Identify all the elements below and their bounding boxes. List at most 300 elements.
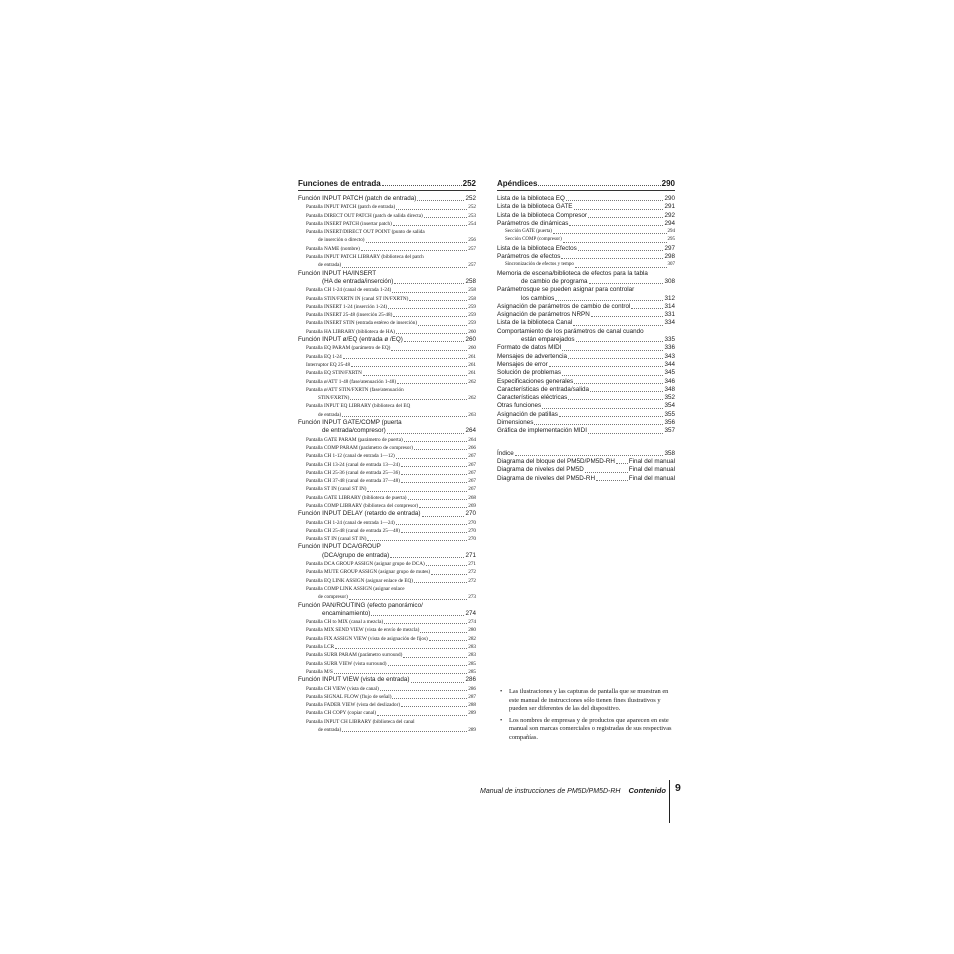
dot-leader	[414, 449, 467, 450]
toc-subentry[interactable]	[298, 618, 476, 626]
entry-title: Memoria de escena/biblioteca de efectos para la tabla	[497, 269, 648, 277]
toc-entry[interactable]	[298, 195, 476, 203]
toc-subentry[interactable]	[298, 519, 476, 527]
entry-title: Asignación de patillas	[497, 410, 558, 418]
dot-leader	[387, 433, 465, 434]
dot-leader	[596, 480, 628, 481]
entry-page: 267	[468, 478, 476, 485]
toc-subentry[interactable]	[298, 311, 476, 319]
toc-entry[interactable]	[497, 361, 675, 369]
entry-page: 260	[468, 328, 476, 335]
toc-entry[interactable]	[497, 303, 675, 311]
toc-subentry[interactable]	[298, 295, 476, 303]
section-title: Funciones de entrada	[298, 179, 381, 188]
toc-subentry[interactable]	[298, 261, 476, 269]
dot-leader	[411, 682, 465, 683]
toc-subentry[interactable]	[298, 651, 476, 659]
dot-leader	[422, 516, 465, 517]
toc-subentry[interactable]	[298, 236, 476, 244]
dot-leader	[350, 399, 467, 400]
bullet-icon: •	[500, 716, 503, 724]
manual-title: Manual de instrucciones de PM5D/PM5D-RH	[480, 788, 621, 795]
toc-entry[interactable]	[497, 270, 675, 278]
dot-leader	[578, 250, 664, 251]
dot-leader	[562, 350, 663, 351]
entry-title: Pantalla CH 1-12 (canal de entrada 1—12)	[306, 453, 395, 460]
dot-leader	[542, 408, 663, 409]
toc-entry[interactable]	[497, 427, 675, 435]
dot-leader	[393, 316, 467, 317]
dot-leader	[393, 225, 467, 226]
entry-title: Pantalla COMP LINK ASSIGN (asignar enlace	[306, 585, 405, 592]
entry-page: 259	[468, 320, 476, 327]
entry-title: STIN/FXRTN)	[318, 395, 350, 402]
toc-entry-list	[298, 195, 476, 734]
entry-title: Pantalla STIN/FXRTN IN (canal ST IN/FXRTN)	[306, 295, 409, 302]
toc-entry[interactable]	[497, 344, 675, 352]
entry-page: 298	[664, 253, 675, 261]
toc-entry[interactable]	[497, 311, 675, 319]
toc-subentry[interactable]	[298, 593, 476, 601]
toc-subentry[interactable]	[298, 344, 476, 352]
entry-title: Otras funciones	[497, 402, 542, 410]
toc-subentry[interactable]	[298, 502, 476, 510]
entry-page: Final del manual	[628, 466, 675, 474]
toc-subentry[interactable]	[298, 626, 476, 634]
entry-page: 286	[465, 676, 476, 684]
entry-page: Final del manual	[628, 474, 675, 482]
toc-entry[interactable]	[497, 378, 675, 386]
toc-subentry[interactable]	[298, 568, 476, 576]
dot-leader	[409, 300, 467, 301]
entry-title: Pantalla CH 25-36 (canal de entrada 25—36)	[306, 469, 400, 476]
toc-entry[interactable]	[497, 386, 675, 394]
entry-page: 262	[468, 378, 476, 385]
entry-page: 257	[468, 262, 476, 269]
notes-block	[500, 688, 676, 746]
entry-title: Mensajes de error	[497, 360, 548, 368]
toc-section-heading[interactable]	[497, 178, 675, 191]
entry-page: 253	[468, 212, 476, 219]
toc-spacer	[497, 436, 675, 450]
toc-entry[interactable]	[497, 458, 675, 466]
entry-page: 267	[468, 461, 476, 468]
dot-leader	[562, 375, 663, 376]
toc-subentry[interactable]	[298, 577, 476, 585]
dot-leader	[342, 416, 467, 417]
toc-entry[interactable]	[298, 543, 476, 551]
entry-title: Asignación de parámetros NRPN	[497, 311, 590, 319]
toc-subentry[interactable]	[298, 452, 476, 460]
entry-page: 283	[468, 644, 476, 651]
dot-leader	[424, 217, 467, 218]
entry-page: 263	[468, 411, 476, 418]
entry-page: 280	[468, 627, 476, 634]
entry-title: (HA de entrada/inserción)	[322, 277, 394, 285]
dot-leader	[377, 715, 467, 716]
toc-entry[interactable]	[497, 286, 675, 294]
entry-page: 260	[468, 345, 476, 352]
dot-leader	[408, 499, 468, 500]
entry-page: 358	[664, 449, 675, 457]
dot-leader	[380, 690, 467, 691]
dot-leader	[566, 200, 664, 201]
entry-title: Pantalla FADER VIEW (vista del deslizador)	[306, 702, 401, 709]
entry-page: 294	[667, 229, 675, 235]
footer-divider	[669, 780, 670, 823]
entry-page: 267	[468, 453, 476, 460]
entry-title: Función INPUT ø/EQ (entrada ø /EQ)	[298, 336, 403, 344]
dot-leader	[342, 731, 467, 732]
toc-subentry[interactable]	[298, 668, 476, 676]
toc-subentry[interactable]	[298, 485, 476, 493]
dot-leader	[549, 366, 664, 367]
dot-leader	[576, 341, 664, 342]
entry-title: Pantalla COMP PARAM (parámetro de compresor)	[306, 444, 413, 451]
toc-subentry[interactable]	[298, 411, 476, 419]
toc-subentry[interactable]	[298, 253, 476, 261]
toc-subentry[interactable]	[298, 353, 476, 361]
entry-page: 354	[664, 402, 675, 410]
dot-leader	[589, 283, 664, 284]
toc-subentry[interactable]	[298, 286, 476, 294]
toc-subentry[interactable]	[298, 477, 476, 485]
entry-page: 274	[465, 609, 476, 617]
entry-page: 282	[468, 635, 476, 642]
entry-page: 273	[468, 594, 476, 601]
entry-title: Pantalla M/S	[306, 668, 333, 675]
dot-leader	[388, 308, 467, 309]
toc-entry[interactable]	[298, 278, 476, 286]
toc-section-heading[interactable]	[298, 178, 476, 191]
entry-page: 291	[664, 203, 675, 211]
entry-title: de entrada)	[318, 727, 342, 733]
entry-title: de inserción o directo)	[318, 237, 365, 244]
entry-page: 261	[468, 361, 476, 368]
toc-subentry[interactable]	[497, 261, 675, 269]
entry-title: Pantalla CH VIEW (vista de canal)	[306, 685, 379, 692]
entry-page: 258	[465, 277, 476, 285]
entry-page: 295	[667, 237, 675, 243]
dot-leader	[382, 185, 462, 186]
toc-subentry[interactable]	[298, 693, 476, 701]
toc-entry[interactable]	[497, 353, 675, 361]
entry-page: 357	[664, 427, 675, 435]
dot-leader	[574, 209, 664, 210]
entry-title: Pantalla EQ LINK ASSIGN (asignar enlace de EQ)	[306, 577, 414, 584]
entry-title: Sincronización de efectos y tempo	[505, 262, 574, 268]
entry-title: Pantalla CH 1-24 (canal de entrada 1—24)	[306, 519, 395, 526]
entry-title: Índice	[497, 449, 514, 457]
entry-title: Pantalla INPUT CH LIBRARY (biblioteca del canal	[306, 718, 415, 725]
entry-page: 287	[468, 693, 476, 700]
entry-page: 344	[664, 360, 675, 368]
note-item	[500, 717, 676, 743]
toc-subentry[interactable]	[298, 527, 476, 535]
entry-title: Diagrama del bloque del PM5D/PM5D-RH	[497, 457, 615, 465]
toc-subentry[interactable]	[298, 535, 476, 543]
entry-title: Pantalla GATE LIBRARY (biblioteca de puerta)	[306, 494, 407, 501]
dot-leader	[351, 366, 467, 367]
dot-leader	[515, 455, 664, 456]
entry-page: 288	[468, 702, 476, 709]
page-footer	[460, 786, 666, 795]
dot-leader	[555, 300, 663, 301]
dot-leader	[563, 242, 667, 243]
toc-entry[interactable]	[497, 402, 675, 410]
entry-title: Lista de la biblioteca Canal	[497, 319, 573, 327]
entry-page: 290	[664, 195, 675, 202]
dot-leader	[588, 433, 664, 434]
entry-page: 343	[664, 352, 675, 360]
entry-title: Pantalla ø/ATT 1-48 (fase/atenuación 1-48)	[306, 378, 397, 385]
entry-page: 252	[465, 195, 476, 202]
toc-subentry[interactable]	[497, 228, 675, 236]
toc-subentry[interactable]	[298, 220, 476, 228]
toc-entry[interactable]	[497, 394, 675, 402]
toc-subentry[interactable]	[298, 444, 476, 452]
dot-leader	[574, 383, 663, 384]
toc-subentry[interactable]	[298, 469, 476, 477]
toc-subentry[interactable]	[298, 328, 476, 336]
entry-title: Pantalla CH to MIX (canal a mezcla)	[306, 619, 384, 626]
toc-subentry[interactable]	[298, 245, 476, 253]
entry-page: 258	[468, 295, 476, 302]
toc-entry[interactable]	[298, 676, 476, 684]
entry-title: Formato de datos MIDI	[497, 344, 562, 352]
toc-left-column	[298, 178, 476, 734]
toc-subentry[interactable]	[298, 436, 476, 444]
entry-page: 266	[468, 444, 476, 451]
entry-page: 334	[664, 319, 675, 327]
entry-title: Especificaciones generales	[497, 377, 574, 385]
toc-entry[interactable]	[497, 212, 675, 220]
entry-title: Pantalla INPUT PATCH (patch de entrada)	[306, 204, 396, 211]
entry-title: Pantalla CH 25-48 (canal de entrada 25—48)	[306, 527, 400, 534]
entry-title: Función INPUT VIEW (vista de entrada)	[298, 676, 410, 684]
entry-title: (DCA/grupo de entrada)	[322, 551, 390, 559]
entry-page: 312	[664, 294, 675, 302]
entry-title: Asignación de parámetros de cambio de control	[497, 302, 631, 310]
entry-page: 267	[468, 486, 476, 493]
toc-subentry[interactable]	[298, 718, 476, 726]
entry-title: Diagrama de niveles del PM5D	[497, 466, 584, 474]
note-text: Las ilustraciones y las capturas de pantalla que se muestran en este manual de instrucciones sólo tienen fines ilustrativos y pueden ser diferentes de las del dispositivo.	[509, 688, 669, 713]
toc-entry[interactable]	[497, 253, 675, 261]
entry-page: 356	[664, 419, 675, 427]
toc-subentry[interactable]	[298, 726, 476, 734]
entry-page: 262	[468, 395, 476, 402]
entry-page: 335	[664, 336, 675, 344]
entry-title: Pantalla INSERT 1-24 (inserción 1-24)	[306, 303, 388, 310]
entry-page: 259	[468, 312, 476, 319]
entry-page: 292	[664, 211, 675, 219]
entry-page: 261	[468, 353, 476, 360]
toc-subentry[interactable]	[298, 386, 476, 394]
dot-leader	[569, 225, 663, 226]
entry-title: Pantalla ST IN (canal ST IN)	[306, 486, 367, 493]
entry-page: 260	[465, 336, 476, 344]
dot-leader	[363, 375, 467, 376]
entry-title: Comportamiento de los parámetros de canal cuando	[497, 327, 644, 335]
dot-leader	[371, 615, 464, 616]
entry-title: Función INPUT DCA/GROUP	[298, 543, 381, 551]
entry-title: Pantalla LCR	[306, 644, 335, 651]
dot-leader	[553, 233, 667, 234]
toc-entry[interactable]	[298, 270, 476, 278]
entry-title: Pantalla INSERT/DIRECT OUT POINT (punto de salida	[306, 229, 425, 236]
entry-title: Función INPUT HA/INSERT	[298, 269, 377, 277]
entry-title: Sección COMP (compresor)	[505, 237, 562, 243]
dot-leader	[396, 524, 467, 525]
toc-subentry[interactable]	[298, 560, 476, 568]
entry-title: Pantalla EQ 1-24	[306, 353, 342, 360]
toc-subentry[interactable]	[298, 228, 476, 236]
dot-leader	[401, 706, 467, 707]
dot-leader	[573, 325, 663, 326]
dot-leader	[590, 391, 663, 392]
entry-page: 336	[664, 344, 675, 352]
entry-title: Pantalla ST IN (canal ST IN)	[306, 536, 367, 543]
dot-leader	[401, 482, 467, 483]
entry-page: 285	[468, 668, 476, 675]
dot-leader	[426, 565, 468, 566]
entry-page: 274	[468, 619, 476, 626]
toc-entry[interactable]	[497, 328, 675, 336]
entry-page: 261	[468, 370, 476, 377]
dot-leader	[561, 258, 663, 259]
toc-subentry[interactable]	[298, 685, 476, 693]
toc-subentry[interactable]	[298, 701, 476, 709]
entry-page: 283	[468, 652, 476, 659]
entry-title: Pantalla INPUT EQ LIBRARY (biblioteca del EQ	[306, 403, 411, 410]
entry-page: 271	[468, 561, 476, 568]
toc-subentry[interactable]	[497, 236, 675, 244]
toc-entry[interactable]	[298, 610, 476, 618]
entry-title: Pantalla INPUT PATCH LIBRARY (biblioteca del patch	[306, 254, 424, 261]
entry-page: 264	[465, 427, 476, 435]
toc-entry[interactable]	[497, 419, 675, 427]
dot-leader	[404, 441, 467, 442]
entry-page: 289	[468, 727, 476, 733]
entry-page: 252	[468, 204, 476, 211]
entry-title: de entrada)	[318, 411, 342, 418]
dot-leader	[431, 574, 467, 575]
entry-title: Función INPUT PATCH (patch de entrada)	[298, 195, 417, 202]
dot-leader	[404, 341, 465, 342]
toc-entry[interactable]	[497, 195, 675, 203]
entry-title: Pantalla CH 13-24 (canal de entrada 13—24)	[306, 461, 400, 468]
toc-entry[interactable]	[298, 336, 476, 344]
entry-title: Lista de la biblioteca EQ	[497, 195, 565, 202]
toc-entry[interactable]	[298, 602, 476, 610]
toc-entry[interactable]	[298, 510, 476, 518]
toc-entry[interactable]	[497, 278, 675, 286]
entry-title: los cambios	[521, 294, 555, 302]
toc-entry[interactable]	[497, 319, 675, 327]
page-number: 9	[675, 782, 681, 794]
toc-subentry[interactable]	[298, 369, 476, 377]
toc-subentry[interactable]	[298, 461, 476, 469]
dot-leader	[616, 463, 628, 464]
dot-leader	[384, 623, 467, 624]
entry-page: 259	[468, 303, 476, 310]
dot-leader	[335, 648, 467, 649]
toc-entry[interactable]	[497, 369, 675, 377]
toc-subentry[interactable]	[298, 585, 476, 593]
toc-subentry[interactable]	[298, 643, 476, 651]
toc-subentry[interactable]	[298, 402, 476, 410]
toc-entry[interactable]	[497, 220, 675, 228]
toc-subentry[interactable]	[298, 660, 476, 668]
toc-subentry[interactable]	[298, 709, 476, 717]
entry-title: Pantalla SURR VIEW (vista surround)	[306, 660, 387, 667]
entry-title: de entrada/compresor)	[322, 427, 386, 435]
entry-title: Lista de la biblioteca GATE	[497, 203, 573, 211]
entry-title: encaminamiento)	[322, 609, 371, 617]
toc-subentry[interactable]	[298, 203, 476, 211]
dot-leader	[591, 316, 664, 317]
dot-leader	[414, 582, 467, 583]
entry-page: 258	[468, 287, 476, 294]
toc-subentry[interactable]	[298, 378, 476, 386]
entry-page: Final del manual	[628, 457, 675, 465]
toc-subentry[interactable]	[298, 303, 476, 311]
toc-subentry[interactable]	[298, 494, 476, 502]
entry-title: Interruptor EQ 25-48	[306, 361, 351, 368]
toc-subentry[interactable]	[298, 212, 476, 220]
toc-entry[interactable]	[497, 245, 675, 253]
entry-page: 308	[664, 277, 675, 285]
entry-title: Pantalla ø/ATT STIN/FXRTN (fase/atenuación	[306, 386, 404, 393]
dot-leader	[396, 333, 467, 334]
toc-subentry[interactable]	[298, 361, 476, 369]
toc-subentry[interactable]	[298, 394, 476, 402]
dot-leader	[367, 491, 467, 492]
toc-entry[interactable]	[497, 475, 675, 483]
entry-page: 264	[468, 436, 476, 443]
entry-page: 286	[468, 685, 476, 692]
toc-entry[interactable]	[497, 450, 675, 458]
toc-entry[interactable]	[298, 419, 476, 427]
toc-entry[interactable]	[298, 552, 476, 560]
entry-title: Lista de la biblioteca Efectos	[497, 244, 577, 252]
dot-leader	[392, 292, 467, 293]
toc-subentry[interactable]	[298, 635, 476, 643]
toc-entry[interactable]	[298, 427, 476, 435]
toc-entry[interactable]	[497, 203, 675, 211]
entry-page: 307	[667, 262, 675, 268]
toc-subentry[interactable]	[298, 319, 476, 327]
toc-entry[interactable]	[497, 295, 675, 303]
dot-leader	[419, 507, 467, 508]
dot-leader	[631, 308, 663, 309]
entry-page: 297	[664, 244, 675, 252]
entry-title: Pantalla INSERT 25-48 (inserción 25-48)	[306, 312, 393, 319]
entry-page: 272	[468, 569, 476, 576]
entry-page: 256	[468, 237, 476, 244]
toc-entry[interactable]	[497, 336, 675, 344]
entry-title: Lista de la biblioteca Compresor	[497, 211, 587, 219]
entry-page: 267	[468, 469, 476, 476]
toc-entry[interactable]	[497, 411, 675, 419]
entry-title: Pantalla HA LIBRARY (biblioteca de HA)	[306, 328, 395, 335]
entry-page: 289	[468, 710, 476, 717]
entry-page: 272	[468, 577, 476, 584]
entry-page: 270	[468, 536, 476, 543]
toc-entry[interactable]	[497, 466, 675, 474]
dot-leader	[403, 657, 467, 658]
